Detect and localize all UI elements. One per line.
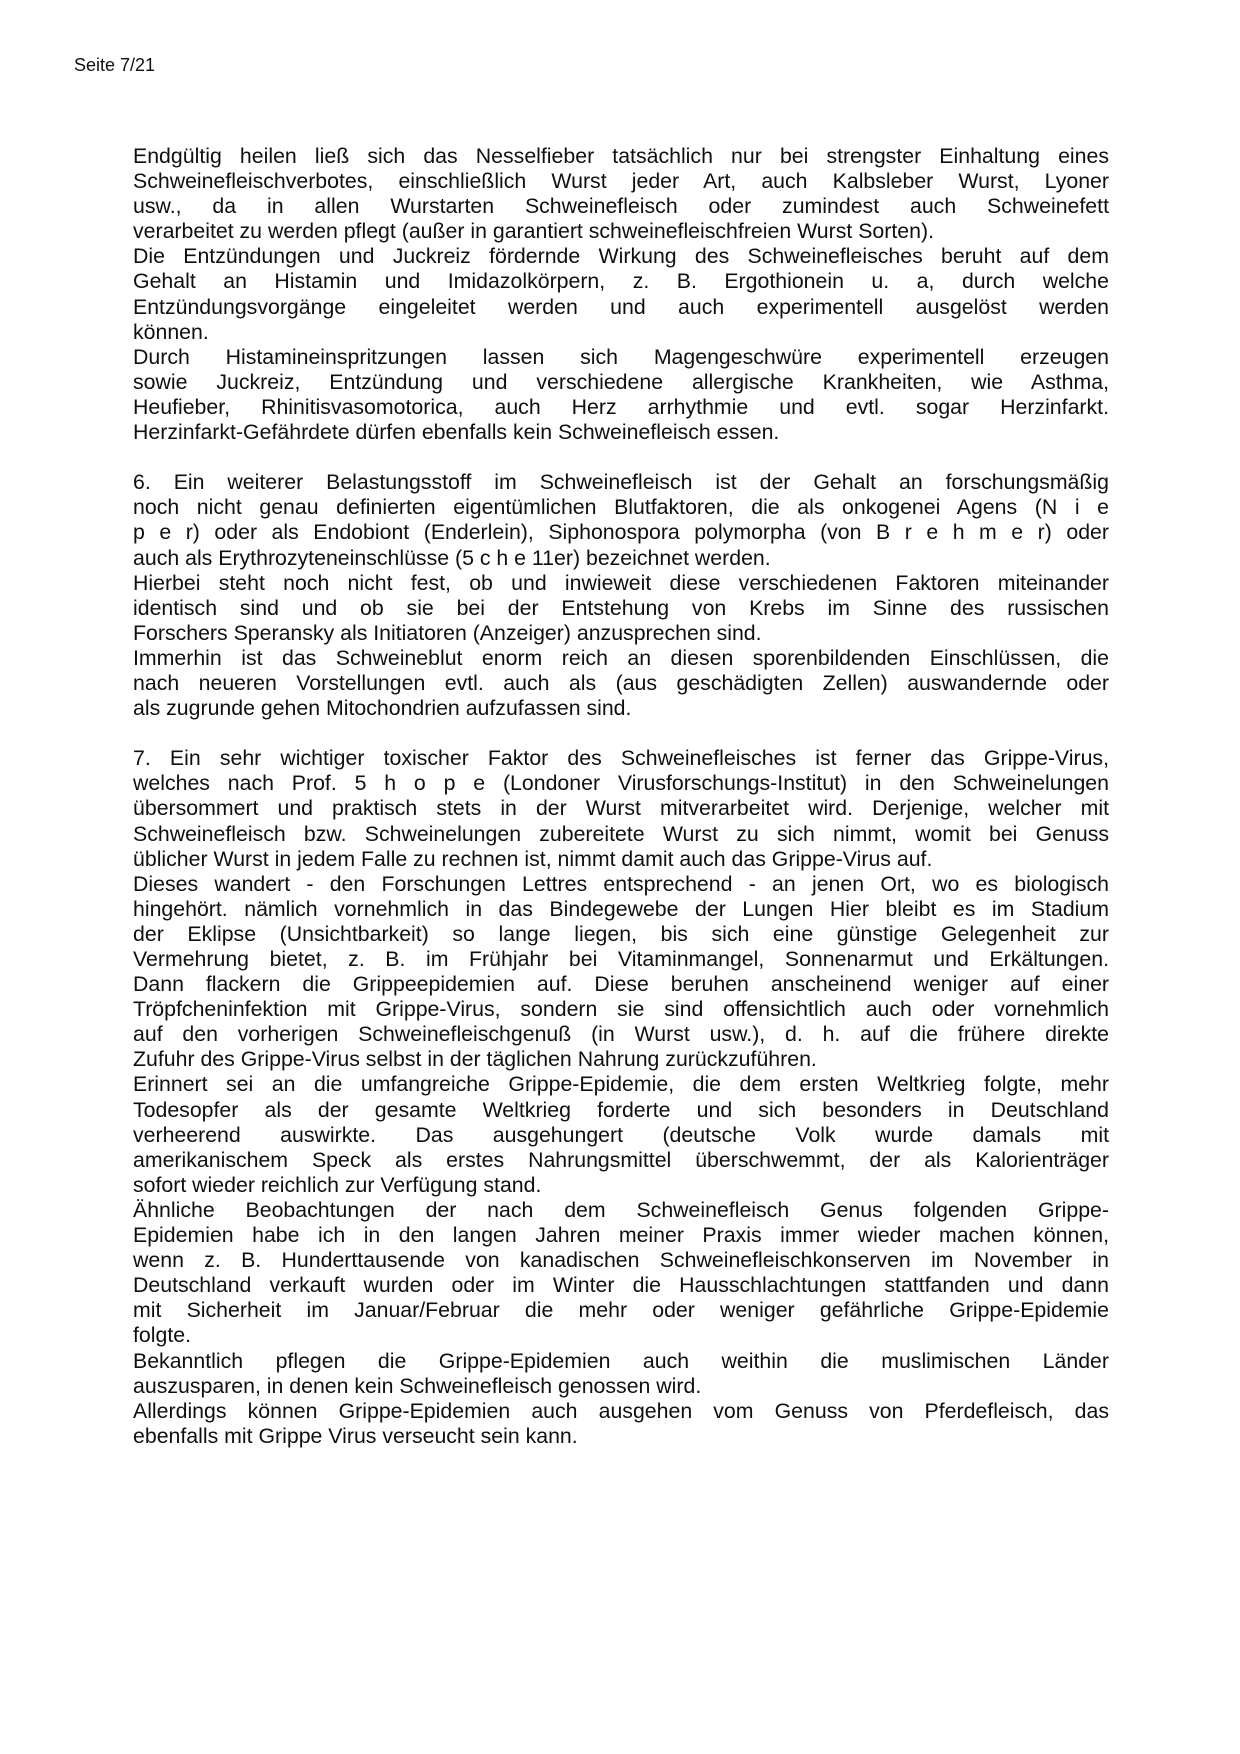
text-line: Dieses wandert - den Forschungen Lettres entsprechend - an jenen Ort, wo es biologisch [133, 871, 1109, 896]
text-line: Entzündungsvorgänge eingeleitet werden und auch experimentell ausgelöst werden [133, 294, 1109, 319]
text-line: als zugrunde gehen Mitochondrien aufzufassen sind. [133, 696, 632, 721]
text-line: auszusparen, in denen kein Schweinefleisch genossen wird. [133, 1373, 702, 1398]
text-line: Hierbei steht noch nicht fest, ob und inwieweit diese verschiedenen Faktoren miteinander [133, 570, 1109, 595]
text-line: üblicher Wurst in jedem Falle zu rechnen ist, nimmt damit auch das Grippe-Virus auf. [133, 846, 933, 871]
text-line: sowie Juckreiz, Entzündung und verschiedene allergische Krankheiten, wie Asthma, [133, 369, 1109, 394]
text-line: 6. Ein weiterer Belastungsstoff im Schweinefleisch ist der Gehalt an forschungsmäßig [133, 470, 1109, 495]
text-line: identisch sind und ob sie bei der Entstehung von Krebs im Sinne des russischen [133, 595, 1109, 620]
text-line: Immerhin ist das Schweineblut enorm reich an diesen sporenbildenden Einschlüssen, die [133, 645, 1109, 670]
text-line: nach neueren Vorstellungen evtl. auch als (aus geschädigten Zellen) auswandernde oder [133, 670, 1109, 695]
text-line: Heufieber, Rhinitisvasomotorica, auch Herz arrhythmie und evtl. sogar Herzinfarkt. [133, 394, 1109, 419]
text-line: Erinnert sei an die umfangreiche Grippe-Epidemie, die dem ersten Weltkrieg folgte, mehr [133, 1072, 1109, 1097]
paragraph [133, 872, 1109, 1073]
text-line: folgte. [133, 1323, 192, 1348]
paragraph [133, 345, 1109, 445]
paragraph [133, 244, 1109, 344]
text-line: Allerdings können Grippe-Epidemien auch ausgehen vom Genuss von Pferdefleisch, das [133, 1398, 1109, 1423]
paragraph-spacer [133, 721, 1109, 746]
text-line: Epidemien habe ich in den langen Jahren meiner Praxis immer wieder machen können, [133, 1223, 1109, 1248]
text-line: hingehört. nämlich vornehmlich in das Bindegewebe der Lungen Hier bleibt es im Stadium [133, 896, 1109, 921]
text-line: der Eklipse (Unsichtbarkeit) so lange liegen, bis sich eine günstige Gelegenheit zur [133, 921, 1109, 946]
text-line: Forschers Speransky als Initiatoren (Anzeiger) anzusprechen sind. [133, 620, 762, 645]
text-line: Schweinefleisch bzw. Schweinelungen zubereitete Wurst zu sich nimmt, womit bei Genuss [133, 821, 1109, 846]
paragraph-spacer [133, 445, 1109, 470]
text-line: können. [133, 319, 209, 344]
text-line: wenn z. B. Hunderttausende von kanadischen Schweinefleischkonserven im November in [133, 1248, 1109, 1273]
text-line: Tröpfcheninfektion mit Grippe-Virus, sondern sie sind offensichtlich auch oder vornehmlich [133, 997, 1109, 1022]
text-line: Zufuhr des Grippe-Virus selbst in der täglichen Nahrung zurückzuführen. [133, 1047, 817, 1072]
text-line: amerikanischem Speck als erstes Nahrungsmittel überschwemmt, der als Kalorienträger [133, 1147, 1109, 1172]
text-line: verheerend auswirkte. Das ausgehungert (deutsche Volk wurde damals mit [133, 1122, 1109, 1147]
text-line: 7. Ein sehr wichtiger toxischer Faktor des Schweinefleisches ist ferner das Grippe-Virus, [133, 746, 1109, 771]
text-line: auch als Erythrozyteneinschlüsse (5 c h e 11er) bezeichnet werden. [133, 545, 771, 570]
text-line: Ähnliche Beobachtungen der nach dem Schweinefleisch Genus folgenden Grippe- [133, 1197, 1109, 1222]
text-line: Die Entzündungen und Juckreiz fördernde Wirkung des Schweinefleisches beruht auf dem [133, 244, 1109, 269]
text-line: Bekanntlich pflegen die Grippe-Epidemien auch weithin die muslimischen Länder [133, 1348, 1109, 1373]
paragraph [133, 746, 1109, 871]
text-line: Durch Histamineinspritzungen lassen sich Magengeschwüre experimentell erzeugen [133, 344, 1109, 369]
text-line: verarbeitet zu werden pflegt (außer in garantiert schweinefleischfreien Wurst Sorten). [133, 219, 934, 244]
text-line: usw., da in allen Wurstarten Schweinefleisch oder zumindest auch Schweinefett [133, 194, 1109, 219]
text-line: Dann flackern die Grippeepidemien auf. Diese beruhen anscheinend weniger auf einer [133, 972, 1109, 997]
paragraph [133, 1072, 1109, 1197]
text-line: Endgültig heilen ließ sich das Nesselfieber tatsächlich nur bei strengster Einhaltung eines [133, 144, 1109, 168]
text-line: Gehalt an Histamin und Imidazolkörpern, z. B. Ergothionein u. a, durch welche [133, 269, 1109, 294]
text-line: Deutschland verkauft wurden oder im Winter die Hausschlachtungen stattfanden und dann [133, 1273, 1109, 1298]
paragraph [133, 1349, 1109, 1399]
text-line: mit Sicherheit im Januar/Februar die mehr oder weniger gefährliche Grippe-Epidemie [133, 1298, 1109, 1323]
text-line: noch nicht genau definierten eigentümlichen Blutfaktoren, die als onkogenei Agens (N i e [133, 495, 1109, 520]
text-line: ebenfalls mit Grippe Virus verseucht sein kann. [133, 1423, 578, 1448]
text-line: Schweinefleischverbotes, einschließlich Wurst jeder Art, auch Kalbsleber Wurst, Lyoner [133, 169, 1109, 194]
text-line: welches nach Prof. 5 h o p e (Londoner Virusforschungs-Institut) in den Schweinelungen [133, 771, 1109, 796]
text-line: übersommert und praktisch stets in der Wurst mitverarbeitet wird. Derjenige, welcher mit [133, 796, 1109, 821]
page-number-header: Seite 7/21 [74, 55, 156, 75]
paragraph [133, 1399, 1109, 1449]
paragraph [133, 646, 1109, 721]
document-body [133, 144, 1109, 1449]
text-line: p e r) oder als Endobiont (Enderlein), Siphonospora polymorpha (von B r e h m e r) oder [133, 520, 1109, 545]
paragraph [133, 470, 1109, 570]
text-line: sofort wieder reichlich zur Verfügung stand. [133, 1172, 542, 1197]
text-line: Todesopfer als der gesamte Weltkrieg forderte und sich besonders in Deutschland [133, 1097, 1109, 1122]
text-line: Vermehrung bietet, z. B. im Frühjahr bei Vitaminmangel, Sonnenarmut und Erkältungen. [133, 947, 1109, 971]
paragraph [133, 571, 1109, 646]
paragraph [133, 144, 1109, 244]
paragraph [133, 1198, 1109, 1349]
text-line: auf den vorherigen Schweinefleischgenuß (in Wurst usw.), d. h. auf die frühere direkte [133, 1022, 1109, 1047]
text-line: Herzinfarkt-Gefährdete dürfen ebenfalls kein Schweinefleisch essen. [133, 420, 780, 445]
